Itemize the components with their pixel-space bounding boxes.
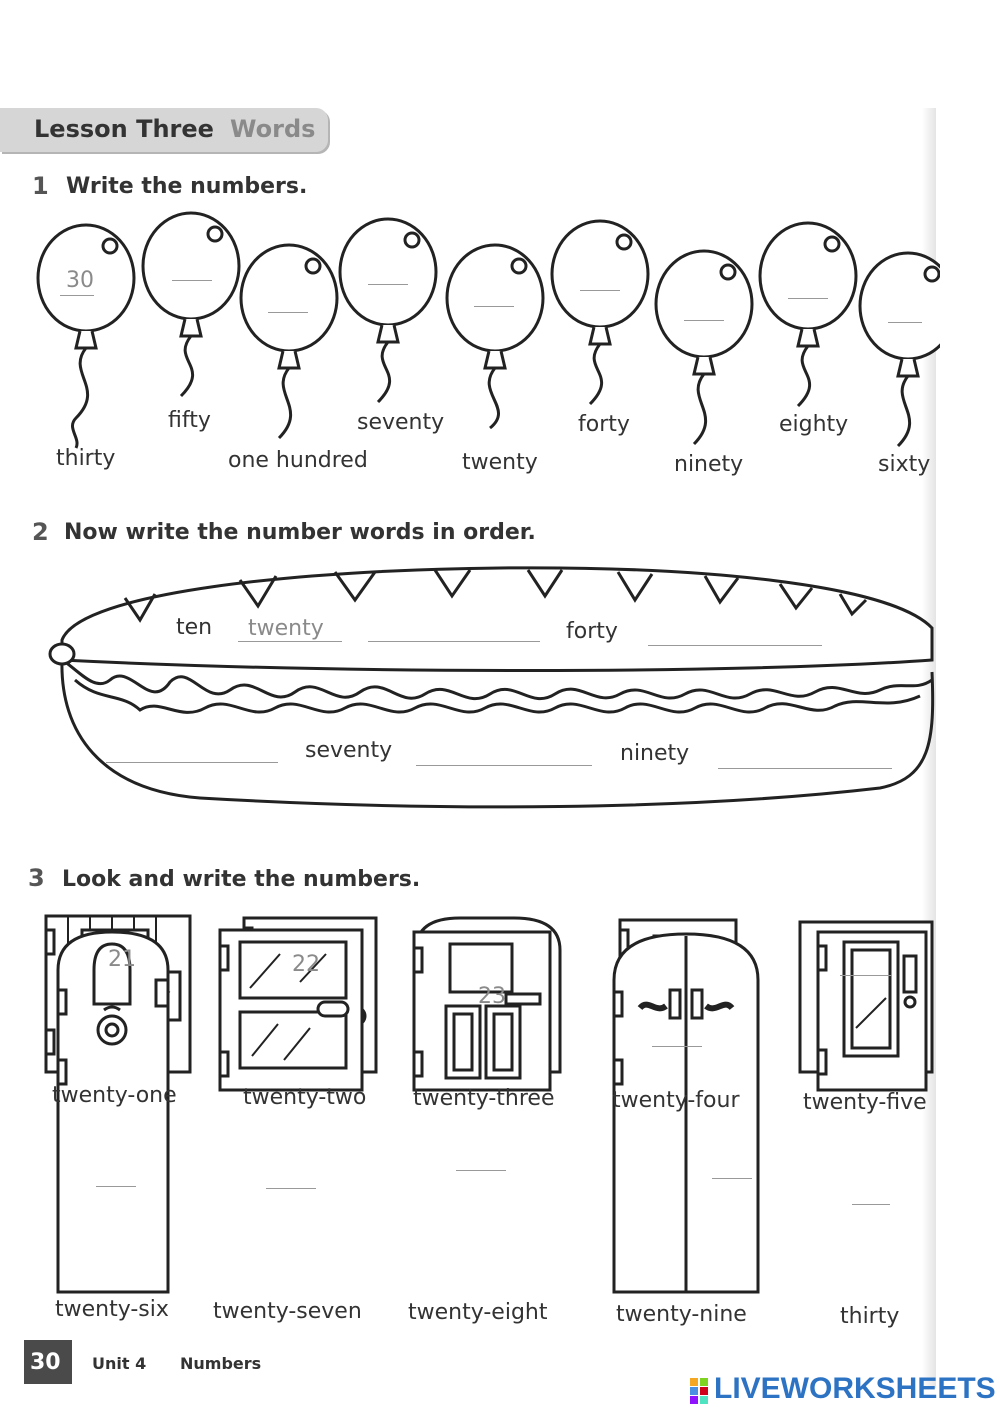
balloon-word-4: seventy bbox=[357, 410, 445, 435]
sandwich-word-seventy: seventy bbox=[305, 738, 393, 763]
balloon-word-2: fifty bbox=[168, 408, 211, 433]
door-9 bbox=[614, 934, 758, 1292]
door-9-answer-line[interactable] bbox=[712, 1178, 752, 1179]
door-6-answer-line[interactable] bbox=[96, 1186, 136, 1187]
unit-label: Unit 4 bbox=[92, 1354, 147, 1373]
door-label-6: twenty-six bbox=[55, 1297, 169, 1322]
door-label-7: twenty-seven bbox=[213, 1299, 362, 1324]
door-label-10: thirty bbox=[840, 1304, 900, 1329]
liveworksheets-logo-icon bbox=[690, 1378, 708, 1404]
balloon-7-answer-line[interactable] bbox=[684, 320, 724, 321]
sandwich-answer-line-6[interactable] bbox=[106, 762, 278, 763]
balloon-word-8: eighty bbox=[779, 412, 849, 437]
exercise-2-number: 2 bbox=[32, 518, 49, 546]
exercise-3-title: Look and write the numbers. bbox=[62, 867, 421, 892]
door-label-8: twenty-eight bbox=[408, 1300, 548, 1325]
door-8-answer-line[interactable] bbox=[456, 1170, 506, 1171]
balloon-word-9: sixty bbox=[878, 452, 931, 477]
balloon-9-answer-line[interactable] bbox=[888, 322, 922, 323]
balloon-2-answer-line[interactable] bbox=[172, 280, 212, 281]
door-label-3: twenty-three bbox=[413, 1086, 555, 1111]
exercise-3-number: 3 bbox=[28, 864, 45, 892]
sandwich-answer-line-8[interactable] bbox=[416, 765, 592, 766]
door-8 bbox=[414, 932, 550, 1090]
balloon-3-answer-line[interactable] bbox=[268, 312, 308, 313]
door-label-1: twenty-one bbox=[52, 1083, 177, 1108]
balloon-word-1: thirty bbox=[56, 446, 116, 471]
exercise-1-title: Write the numbers. bbox=[66, 174, 308, 199]
sandwich-word-ten: ten bbox=[176, 615, 213, 640]
balloon-5 bbox=[447, 245, 543, 428]
balloon-8-answer-line[interactable] bbox=[788, 298, 828, 299]
door-6 bbox=[58, 932, 168, 1292]
balloon-6 bbox=[552, 221, 648, 404]
balloon-3 bbox=[241, 245, 337, 438]
balloon-6-answer-line[interactable] bbox=[580, 290, 620, 291]
sandwich-answer-line-3[interactable] bbox=[368, 641, 540, 642]
door-10 bbox=[818, 932, 926, 1090]
door-3-answer[interactable]: 23 bbox=[478, 984, 506, 1009]
lesson-section: Words bbox=[230, 115, 316, 143]
balloon-word-6: forty bbox=[578, 412, 630, 437]
balloon-4 bbox=[340, 219, 436, 402]
sandwich-illustration bbox=[40, 562, 935, 814]
exercise-2-title: Now write the number words in order. bbox=[64, 520, 536, 545]
balloon-4-answer-line[interactable] bbox=[368, 284, 408, 285]
door-7 bbox=[220, 930, 362, 1090]
door-4-answer-line[interactable] bbox=[652, 1046, 702, 1047]
sandwich-answer-example[interactable]: twenty bbox=[248, 616, 324, 641]
sandwich-answer-line-10[interactable] bbox=[718, 768, 892, 769]
balloon-1 bbox=[38, 225, 134, 448]
door-10-answer-line[interactable] bbox=[852, 1204, 890, 1205]
balloon-2 bbox=[143, 213, 239, 396]
exercise-1-number: 1 bbox=[32, 172, 49, 200]
door-label-2: twenty-two bbox=[243, 1085, 367, 1110]
balloon-word-7: ninety bbox=[674, 452, 744, 477]
door-1-answer[interactable]: 21 bbox=[108, 947, 136, 972]
door-label-9: twenty-nine bbox=[616, 1302, 747, 1327]
door-2-answer[interactable]: 22 bbox=[292, 952, 320, 977]
page-number: 30 bbox=[30, 1350, 61, 1375]
door-label-4: twenty-four bbox=[612, 1088, 740, 1113]
topic-label: Numbers bbox=[180, 1354, 262, 1373]
door-label-5: twenty-five bbox=[803, 1090, 927, 1115]
brand-watermark[interactable]: LIVEWORKSHEETS bbox=[714, 1372, 996, 1405]
balloon-7 bbox=[656, 251, 752, 444]
sandwich-answer-line-5[interactable] bbox=[648, 645, 822, 646]
balloon-5-answer-line[interactable] bbox=[474, 306, 514, 307]
sandwich-word-forty: forty bbox=[566, 619, 618, 644]
sandwich-word-ninety: ninety bbox=[620, 741, 690, 766]
balloon-word-3: one hundred bbox=[228, 448, 368, 473]
lesson-title: Lesson Three bbox=[34, 115, 214, 143]
balloon-1-answer[interactable]: 30 bbox=[66, 268, 94, 293]
door-7-answer-line[interactable] bbox=[266, 1188, 316, 1189]
door-5-answer-line[interactable] bbox=[840, 975, 892, 976]
balloon-8 bbox=[760, 223, 856, 406]
balloon-9 bbox=[860, 253, 940, 446]
balloon-word-5: twenty bbox=[462, 450, 538, 475]
